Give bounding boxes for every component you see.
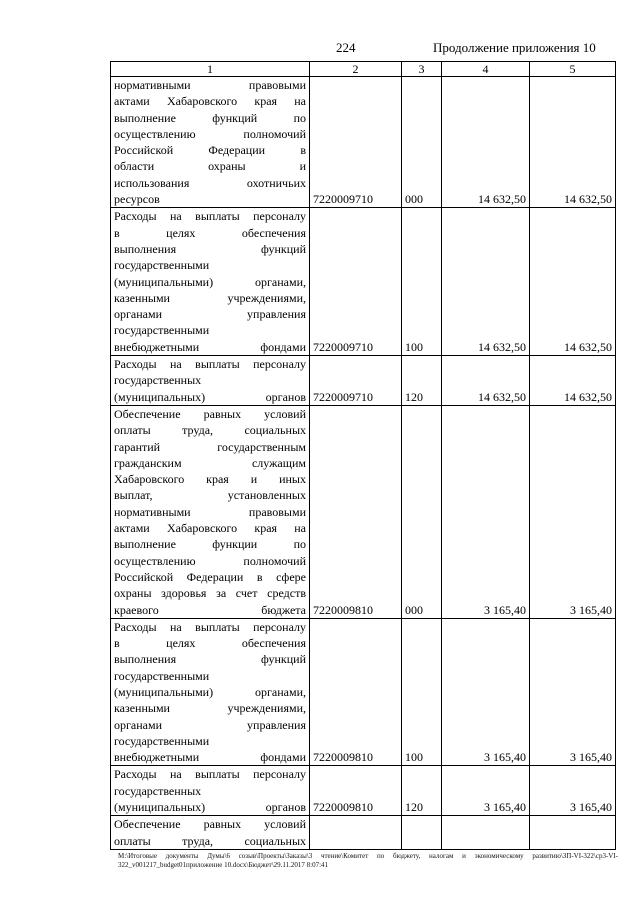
table-header-row	[111, 62, 616, 77]
row-sum-1: 14 632,50	[442, 208, 530, 356]
row-sum-2: 14 632,50	[530, 77, 616, 208]
row-code: 7220009810	[310, 766, 402, 816]
description-line: краевого бюджета	[114, 602, 306, 617]
description-line: внебюджетными фондами	[114, 750, 306, 765]
description-line: государственными	[114, 733, 210, 748]
row-description	[111, 77, 310, 208]
table-row	[111, 766, 616, 816]
row-code: 7220009810	[310, 405, 402, 618]
row-sum-1: 3 165,40	[442, 766, 530, 816]
description-line: государственных	[114, 373, 202, 388]
table-row	[111, 77, 616, 208]
table-body	[111, 77, 616, 850]
row-sum-1: 14 632,50	[442, 356, 530, 406]
description-line: выполнение функции по	[114, 537, 306, 552]
description-line: выполнение функций по	[114, 110, 306, 125]
row-sum-2: 3 165,40	[530, 766, 616, 816]
description-line: Расходы на выплаты персоналу	[114, 357, 306, 372]
description-line: гражданским служащим	[114, 455, 306, 470]
table-row	[111, 618, 616, 766]
row-description	[111, 356, 310, 406]
description-line: охраны здоровья за счет средств	[114, 586, 306, 601]
description-line: Хабаровского края и иных	[114, 472, 306, 487]
description-line: Расходы на выплаты персоналу	[114, 209, 306, 224]
description-line: (муниципальных) органов	[114, 800, 306, 815]
row-description	[111, 766, 310, 816]
description-line: внебюджетными фондами	[114, 339, 306, 354]
description-line: в целях обеспечения	[114, 225, 306, 240]
description-line: оплаты труда, социальных	[114, 833, 306, 848]
description-line: ресурсов	[114, 192, 160, 207]
description-line: выполнения функций	[114, 652, 306, 667]
description-line: выполнения функций	[114, 241, 306, 256]
description-line: нормативными правовыми	[114, 504, 306, 519]
description-line: Обеспечение равных условий	[114, 817, 306, 832]
row-code: 7220009710	[310, 208, 402, 356]
description-line: гарантий государственным	[114, 439, 306, 454]
row-sum-2: 3 165,40	[530, 405, 616, 618]
description-line: осуществлению полномочий	[114, 553, 306, 568]
column-header: 5	[530, 62, 616, 77]
description-line: государственных	[114, 783, 202, 798]
column-header: 4	[442, 62, 530, 77]
row-sum-1: 3 165,40	[442, 405, 530, 618]
document-path-footer: M:\Итоговые документы Думы\6 созыв\Проекты\Заказы\3 чтение\Комитет по бюджету, налогам и экономическому развитию\ЗП-VI-322\ср3-VI-322_v001217_budget01приложение 10.docx\Бюджет\29.11.2017 8:07:41	[118, 852, 618, 869]
description-line: Российской Федерации в сфере	[114, 569, 306, 584]
row-expense-type: 100	[402, 208, 442, 356]
description-line: казенными учреждениями,	[114, 290, 306, 305]
column-header: 3	[402, 62, 442, 77]
row-description	[111, 208, 310, 356]
row-description	[111, 816, 310, 850]
description-line: органами управления	[114, 307, 306, 322]
column-header: 1	[111, 62, 310, 77]
description-line: актами Хабаровского края на	[114, 94, 306, 109]
description-line: нормативными правовыми	[114, 78, 306, 92]
description-line: казенными учреждениями,	[114, 701, 306, 716]
row-expense-type: 120	[402, 356, 442, 406]
row-expense-type: 120	[402, 766, 442, 816]
description-line: органами управления	[114, 717, 306, 732]
row-expense-type: 000	[402, 405, 442, 618]
row-description	[111, 618, 310, 766]
description-line: области охраны и	[114, 159, 306, 174]
description-line: Российской Федерации в	[114, 143, 306, 158]
row-sum-1	[442, 816, 530, 850]
table-row	[111, 356, 616, 406]
row-expense-type: 100	[402, 618, 442, 766]
row-code: 7220009710	[310, 356, 402, 406]
budget-table	[110, 61, 616, 850]
page-number: 224	[336, 40, 356, 55]
description-line: в целях обеспечения	[114, 636, 306, 651]
description-line: Расходы на выплаты персоналу	[114, 767, 306, 782]
description-line: Обеспечение равных условий	[114, 406, 306, 421]
description-line: государственными	[114, 258, 210, 273]
row-sum-2: 14 632,50	[530, 356, 616, 406]
row-sum-2: 3 165,40	[530, 618, 616, 766]
row-description	[111, 405, 310, 618]
description-line: Расходы на выплаты персоналу	[114, 619, 306, 634]
row-code	[310, 816, 402, 850]
description-line: актами Хабаровского края на	[114, 521, 306, 536]
row-expense-type	[402, 816, 442, 850]
row-expense-type: 000	[402, 77, 442, 208]
column-header: 2	[310, 62, 402, 77]
description-line: государственными	[114, 323, 210, 338]
row-sum-1: 14 632,50	[442, 77, 530, 208]
description-line: государственными	[114, 668, 210, 683]
description-line: (муниципальными) органами,	[114, 684, 306, 699]
description-line: (муниципальных) органов	[114, 389, 306, 404]
description-line: использования охотничьих	[114, 175, 306, 190]
row-sum-2: 14 632,50	[530, 208, 616, 356]
description-line: оплаты труда, социальных	[114, 423, 306, 438]
continuation-label: Продолжение приложения 10	[433, 40, 596, 55]
description-line: выплат, установленных	[114, 488, 306, 503]
row-sum-1: 3 165,40	[442, 618, 530, 766]
table-row	[111, 405, 616, 618]
description-line: осуществлению полномочий	[114, 126, 306, 141]
table-row	[111, 816, 616, 850]
row-code: 7220009710	[310, 77, 402, 208]
row-code: 7220009810	[310, 618, 402, 766]
description-line: (муниципальными) органами,	[114, 274, 306, 289]
row-sum-2	[530, 816, 616, 850]
table-row	[111, 208, 616, 356]
